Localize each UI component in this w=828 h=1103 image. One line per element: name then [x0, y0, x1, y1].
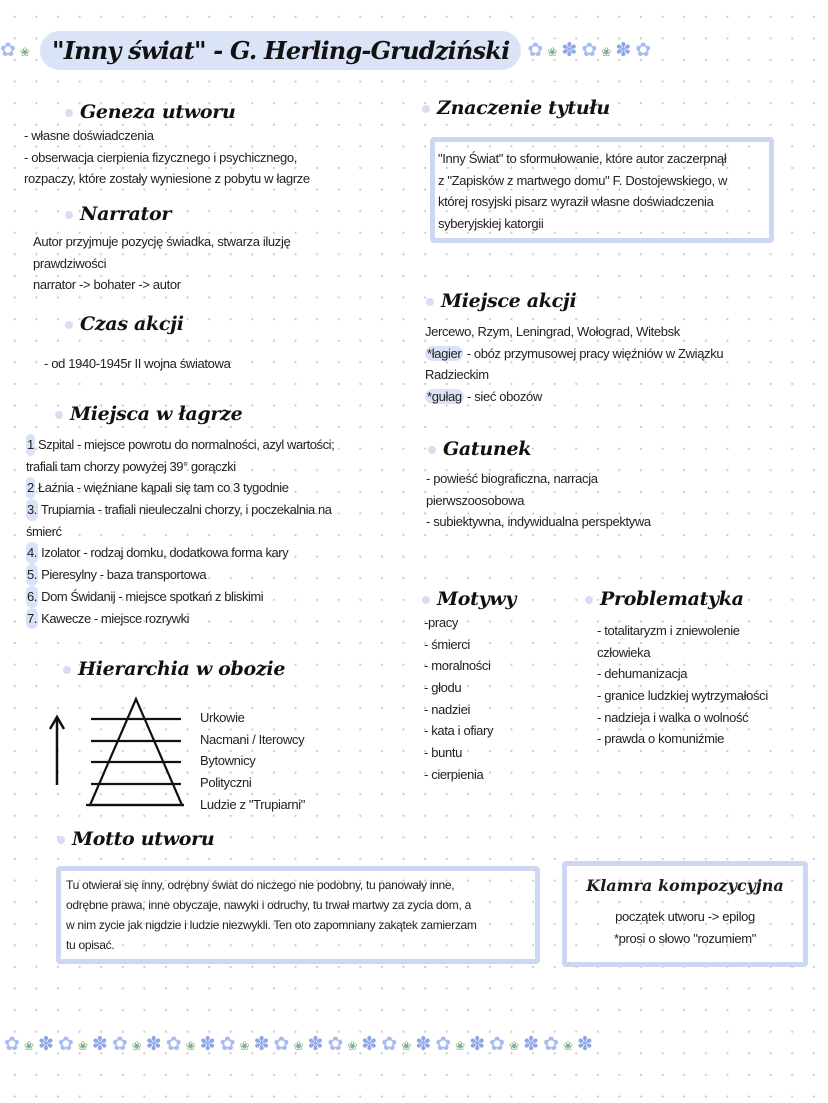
- flower-icon: ✿: [111, 1034, 132, 1055]
- flower-icon: ✽: [199, 1034, 220, 1055]
- text-line: - obserwacja cierpienia fizycznego i psychicznego,: [24, 149, 297, 165]
- text-line: - buntu: [424, 745, 463, 761]
- text-line: Bytownicy: [200, 753, 256, 769]
- text-line: Ludzie z "Trupiarni": [200, 796, 306, 812]
- text-line: tu opisać.: [66, 938, 115, 952]
- gatunek-text: [426, 468, 651, 533]
- flower-icon: ✽: [91, 1034, 112, 1055]
- term-lagier: *łagier: [427, 345, 462, 361]
- flower-icon: ✿: [489, 1034, 510, 1055]
- flower-icon: ❀: [239, 1039, 254, 1053]
- flower-icon: ❀: [455, 1039, 470, 1053]
- lagier-place-item: [26, 456, 334, 478]
- text-line: - nadziei: [424, 701, 470, 717]
- item-text: Szpital - miejsce powrotu do normalności, azyl wartości;: [37, 437, 335, 452]
- item-number: 3.: [26, 499, 38, 521]
- item-text: Łaźnia - więźniane kąpali się tam co 3 tygodnie: [37, 480, 289, 496]
- bottom-flower-border: [4, 1033, 597, 1056]
- text-line: w nim zycie jak nigdzie i ludzie niezwykli. Ten oto zapomniany zakątek zamierzam: [66, 918, 477, 932]
- lagier-place-item: [26, 434, 334, 456]
- text-line: syberyjskiej katorgii: [438, 216, 544, 232]
- klamra-text: [567, 906, 803, 950]
- flower-icon: ✿: [543, 1034, 563, 1055]
- item-number: 6.: [26, 586, 38, 608]
- text-line: *prosi o słowo "rozumiem": [613, 931, 757, 946]
- text-line: z "Zapisków z martwego domu" F. Dostojewskiego, w: [438, 172, 728, 188]
- item-text: trafiali tam chorzy powyżej 39° gorączki: [26, 458, 236, 474]
- flower-icon: ❀: [509, 1039, 524, 1053]
- heading-gatunek: Gatunek: [443, 438, 532, 460]
- term-gulag: *gułag: [427, 389, 462, 405]
- flower-icon: ✿: [581, 39, 602, 61]
- lagier-place-item: [26, 542, 334, 564]
- page-title: "Inny świat" - G. Herling-Grudziński: [40, 31, 521, 70]
- heading-narrator: Narrator: [80, 203, 172, 225]
- def-lagier: - obóz przymusowej pracy więźniów w Związku: [463, 345, 724, 361]
- flower-icon: ✽: [307, 1034, 328, 1055]
- flower-icon: ❀: [77, 1039, 92, 1053]
- text-line: - dehumanizacja: [597, 666, 688, 682]
- flower-icon: ✽: [415, 1034, 436, 1055]
- text-line: Tu otwierał się inny, odrębny świat do niczego nie podobny, tu panowały inne,: [66, 878, 455, 892]
- item-number: 2: [26, 477, 35, 499]
- flower-icon: ❀: [131, 1039, 146, 1053]
- lagier-place-item: [26, 521, 334, 543]
- flower-icon: ✿: [381, 1034, 402, 1055]
- item-number: 7.: [26, 608, 38, 630]
- text-line: - od 1940-1945r II wojna światowa: [44, 356, 231, 371]
- flower-icon: ✿: [4, 1034, 24, 1055]
- flower-icon: ✽: [37, 1034, 58, 1055]
- lagier-place-item: [26, 477, 334, 499]
- heading-geneza: Geneza utworu: [80, 101, 236, 123]
- item-text: Izolator - rodzaj domku, dodatkowa forma kary: [41, 545, 289, 561]
- text-line: człowieka: [597, 644, 651, 660]
- narrator-text: [33, 231, 290, 296]
- flower-icon: ❀: [23, 1039, 38, 1053]
- text-line: prawdziwości: [33, 255, 107, 271]
- text-line: - cierpienia: [424, 766, 484, 782]
- lagier-place-item: [26, 564, 334, 586]
- znaczenie-text: [438, 148, 727, 235]
- heading-motywy: Motywy: [437, 588, 517, 610]
- flower-icon: ❀: [19, 44, 34, 59]
- text-line: -pracy: [424, 615, 459, 630]
- def-gulag: - sieć obozów: [463, 389, 542, 405]
- text-line: - własne doświadczenia: [24, 128, 154, 143]
- text-line: "Inny Świat" to sformułowanie, które autor zaczerpnął: [438, 151, 727, 166]
- flower-icon: ❀: [601, 44, 616, 59]
- miejsce-akcji-text: [425, 321, 723, 408]
- motto-text: [66, 875, 477, 955]
- flower-icon: ✽: [577, 1034, 597, 1055]
- text-line: - totalitaryzm i zniewolenie: [597, 623, 740, 638]
- lagier-place-item: [26, 499, 334, 521]
- heading-hierarchia: Hierarchia w obozie: [78, 658, 286, 680]
- flower-icon: ✽: [469, 1034, 490, 1055]
- text-line: pierwszoosobowa: [426, 492, 525, 508]
- heading-miejsce-akcji: Miejsce akcji: [441, 290, 577, 312]
- places: Jercewo, Rzym, Leningrad, Wołograd, Witebsk: [425, 324, 680, 339]
- motywy-list: [424, 612, 493, 786]
- flower-icon: ❀: [185, 1039, 200, 1053]
- item-text: Kawecze - miejsce rozrywki: [41, 610, 190, 626]
- lagier-place-item: [26, 586, 334, 608]
- item-text: Pieresylny - baza transportowa: [41, 567, 207, 583]
- top-flower-border-right: [527, 39, 655, 62]
- heading-znaczenie: Znaczenie tytułu: [437, 97, 610, 119]
- miejsca-list: [26, 434, 334, 629]
- def-lagier-cont: Radzieckim: [425, 367, 489, 383]
- flower-icon: ❀: [293, 1039, 308, 1053]
- heading-problematyka: Problematyka: [600, 588, 744, 610]
- item-number: 4.: [26, 542, 38, 564]
- flower-icon: ❀: [347, 1039, 362, 1053]
- item-text: śmierć: [26, 523, 62, 539]
- top-flower-border: [0, 39, 34, 62]
- flower-icon: ✿: [435, 1034, 456, 1055]
- item-number: 5.: [26, 564, 38, 586]
- heading-czas-akcji: Czas akcji: [80, 313, 184, 335]
- text-line: - moralności: [424, 658, 491, 674]
- flower-icon: ✿: [635, 39, 656, 61]
- text-line: - prawda o komuniźmie: [597, 731, 725, 747]
- flower-icon: ✿: [327, 1034, 348, 1055]
- lagier-place-item: [26, 608, 334, 630]
- flower-icon: ❀: [562, 1039, 578, 1053]
- flower-icon: ❀: [401, 1039, 416, 1053]
- czas-text: [44, 353, 230, 375]
- flower-icon: ✽: [253, 1034, 274, 1055]
- flower-icon: ✽: [145, 1034, 166, 1055]
- flower-icon: ❀: [547, 44, 562, 59]
- item-text: Dom Świdanij - miejsce spotkań z bliskimi: [41, 588, 264, 604]
- text-line: której rosyjski pisarz wyraził własne doświadczenia: [438, 194, 714, 210]
- text-line: - głodu: [424, 680, 462, 696]
- flower-icon: ✽: [361, 1034, 382, 1055]
- hierarchy-pyramid: [44, 695, 194, 815]
- text-line: Nacmani / Iterowcy: [200, 731, 305, 747]
- flower-icon: ✿: [57, 1034, 78, 1055]
- text-line: Polityczni: [200, 775, 252, 791]
- heading-klamra: Klamra kompozycyjna: [586, 876, 784, 895]
- text-line: - granice ludzkiej wytrzymałości: [597, 688, 768, 704]
- text-line: - nadzieja i walka o wolność: [597, 709, 749, 725]
- flower-icon: ✽: [561, 39, 582, 61]
- text-line: początek utworu -> epilog: [615, 909, 755, 924]
- text-line: narrator -> bohater -> autor: [33, 277, 181, 293]
- text-line: - śmierci: [424, 636, 470, 652]
- flower-icon: ✿: [273, 1034, 294, 1055]
- flower-icon: ✿: [0, 39, 20, 61]
- text-line: odrębne prawa, inne obyczaje, nawyki i odruchy, tu trwał martwy za zycia dom, a: [66, 898, 471, 912]
- flower-icon: ✽: [523, 1034, 544, 1055]
- text-line: Autor przyjmuje pozycję świadka, stwarza iluzję: [33, 234, 291, 249]
- item-number: 1: [26, 434, 35, 456]
- problematyka-list: [597, 620, 768, 750]
- flower-icon: ✿: [527, 39, 548, 61]
- geneza-text: [24, 125, 310, 190]
- text-line: - kata i ofiary: [424, 723, 494, 739]
- flower-icon: ✿: [219, 1034, 240, 1055]
- flower-icon: ✿: [165, 1034, 186, 1055]
- heading-motto: Motto utworu: [72, 828, 215, 850]
- text-line: - powieść biograficzna, narracja: [426, 471, 598, 486]
- text-line: Urkowie: [200, 710, 245, 725]
- flower-icon: ✽: [615, 39, 636, 61]
- text-line: rozpaczy, które zostały wyniesione z pobytu w łagrze: [24, 171, 310, 187]
- text-line: - subiektywna, indywidualna perspektywa: [426, 514, 651, 530]
- item-text: Trupiarnia - trafiali nieuleczalni chorzy, i poczekalnia na: [40, 502, 332, 518]
- hierarchy-levels: [200, 707, 305, 815]
- title-row: [0, 28, 828, 72]
- heading-miejsca-w-lagrze: Miejsca w łagrze: [70, 403, 243, 425]
